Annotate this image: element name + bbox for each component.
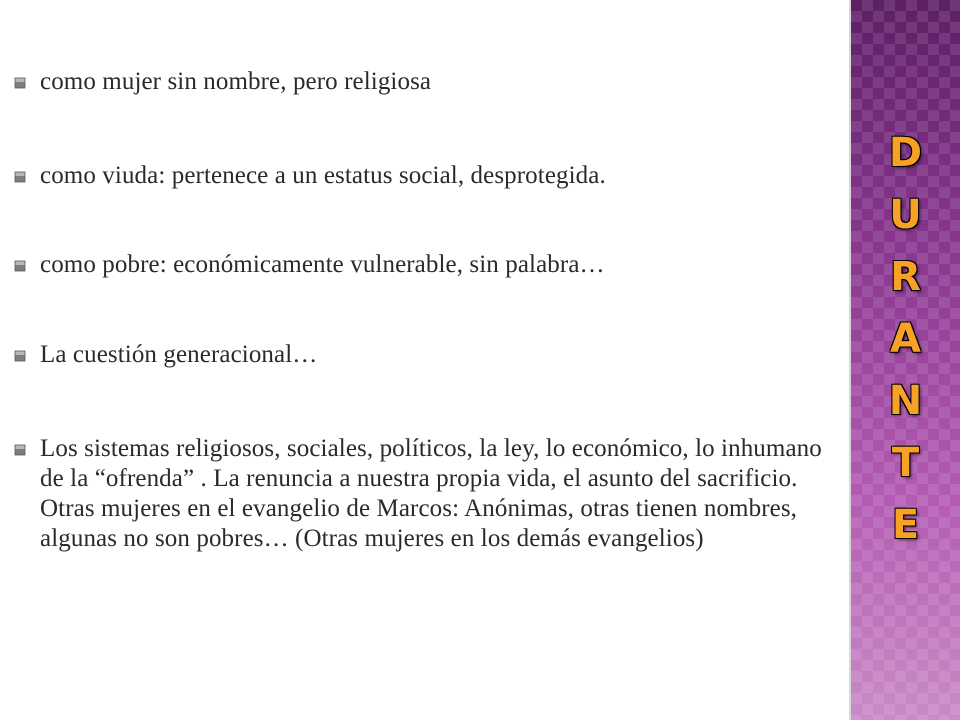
bullet-item [14, 67, 844, 97]
vertical-letter: N [888, 378, 923, 424]
bullet-text: como pobre: económicamente vulnerable, sin palabra… [40, 251, 605, 278]
vertical-letter: D [888, 130, 923, 176]
square-bullet-icon [14, 171, 26, 183]
bullet-item [14, 340, 844, 370]
square-bullet-icon [14, 77, 26, 89]
bullet-item [14, 434, 844, 554]
side-panel [851, 0, 960, 720]
vertical-letter: R [890, 254, 921, 300]
bullet-item [14, 161, 844, 191]
bullet-text: La cuestión generacional… [40, 341, 318, 368]
vertical-letter: U [889, 192, 922, 238]
bullet-item [14, 250, 844, 280]
vertical-letter: A [890, 316, 921, 362]
bullet-text: Los sistemas religiosos, sociales, políticos, la ley, lo económico, lo inhumano de la “ofrenda” . La renuncia a nuestra propia vida, el asunto del sacrificio. Otras mujeres en el evangelio de Marcos: Anónimas, otras tienen nombres, algunas no son pobres… (Otras mujeres en los demás evangelios) [40, 435, 822, 552]
square-bullet-icon [14, 350, 26, 362]
vertical-letter: T [891, 440, 920, 486]
bullet-text: como viuda: pertenece a un estatus social, desprotegida. [40, 162, 606, 189]
bullet-text: como mujer sin nombre, pero religiosa [40, 68, 432, 95]
vertical-word [851, 122, 960, 556]
vertical-letter: E [891, 502, 920, 548]
square-bullet-icon [14, 260, 26, 272]
square-bullet-icon [14, 444, 26, 456]
